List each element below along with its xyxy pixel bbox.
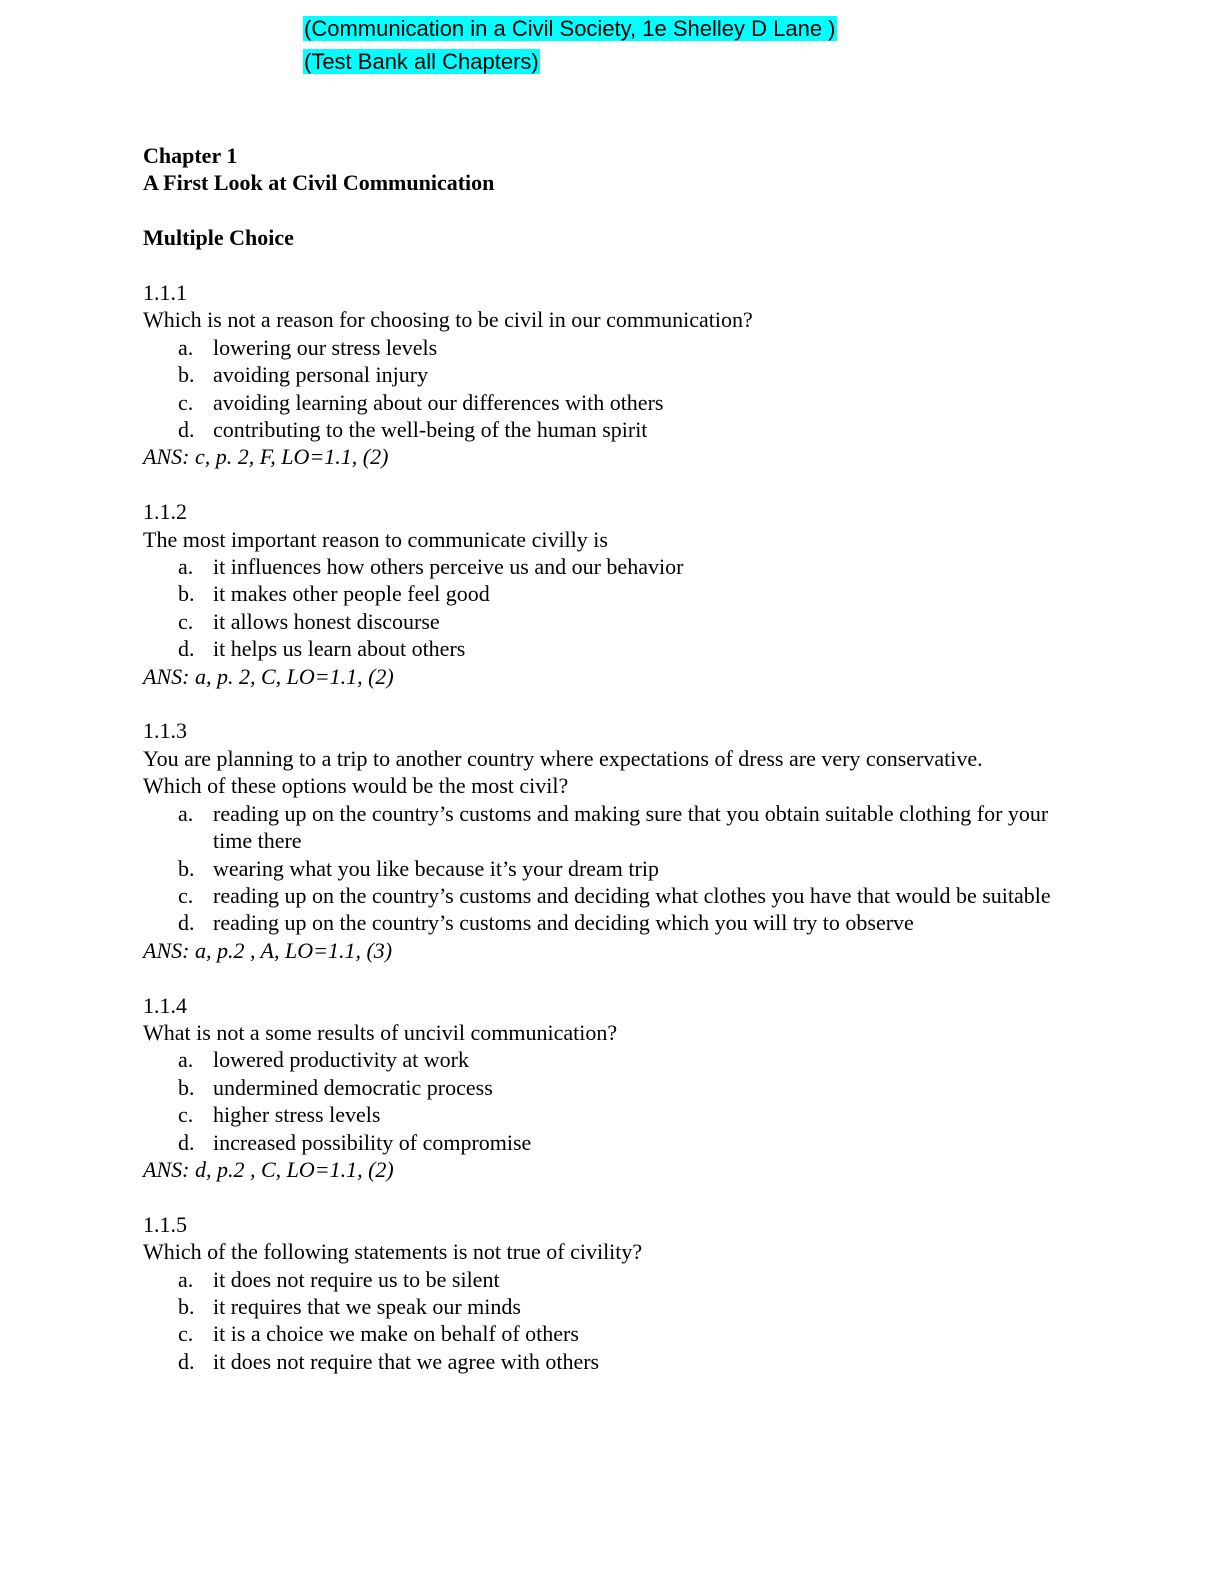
option-b: [143, 1074, 1103, 1101]
option-text: reading up on the country’s customs and making sure that you obtain suitable clothing for your time there: [213, 800, 1049, 854]
option-text: increased possibility of compromise: [213, 1129, 532, 1155]
document-header: [303, 12, 837, 78]
option-letter: c.: [178, 882, 194, 908]
option-text: higher stress levels: [213, 1102, 381, 1128]
question-id: 1.1.2: [143, 499, 187, 525]
option-letter: a.: [178, 1047, 194, 1073]
chapter-number: Chapter 1: [143, 143, 238, 168]
option-letter: d.: [178, 910, 195, 936]
question-text: Which of the following statements is not true of civility?: [143, 1239, 643, 1265]
option-d: [143, 635, 1103, 662]
option-letter: d.: [178, 417, 195, 443]
option-letter: a.: [178, 554, 194, 580]
option-d: [143, 1129, 1103, 1156]
answer-key: ANS: a, p.2 , A, LO=1.1, (3): [143, 937, 393, 963]
answer-options: [143, 334, 1103, 444]
question-text: The most important reason to communicate civilly is: [143, 526, 608, 552]
answer-options: [143, 1266, 1103, 1376]
option-text: contributing to the well-being of the human spirit: [213, 417, 648, 443]
option-text: wearing what you like because it’s your dream trip: [213, 855, 659, 881]
question-text-line-2: Which of these options would be the most civil?: [143, 773, 569, 799]
option-text: it makes other people feel good: [213, 581, 490, 607]
header-subtitle-line: (Test Bank all Chapters): [304, 49, 539, 74]
option-letter: c.: [178, 1102, 194, 1128]
option-letter: a.: [178, 334, 194, 360]
option-text: undermined democratic process: [213, 1074, 493, 1100]
option-a: [143, 1046, 1103, 1073]
option-text: it requires that we speak our minds: [213, 1293, 521, 1319]
option-c: [143, 1101, 1103, 1128]
question-1-1-5: [143, 1211, 1103, 1375]
question-id: 1.1.4: [143, 992, 187, 1018]
option-letter: b.: [178, 581, 195, 607]
option-text: reading up on the country’s customs and deciding what clothes you have that would be suitable: [213, 882, 1051, 908]
question-1-1-4: [143, 992, 1103, 1184]
option-d: [143, 416, 1103, 443]
option-c: [143, 882, 1103, 909]
answer-options: [143, 800, 1103, 937]
option-c: [143, 1320, 1103, 1347]
answer-key: ANS: d, p.2 , C, LO=1.1, (2): [143, 1156, 394, 1182]
question-1-1-1: [143, 279, 1103, 471]
question-id: 1.1.1: [143, 280, 187, 305]
option-letter: b.: [178, 855, 195, 881]
option-text: reading up on the country’s customs and deciding which you will try to observe: [213, 910, 914, 936]
answer-key: ANS: a, p. 2, C, LO=1.1, (2): [143, 663, 394, 689]
option-text: it influences how others perceive us and our behavior: [213, 554, 684, 580]
option-d: [143, 909, 1103, 936]
option-a: [143, 553, 1103, 580]
document-body: [143, 142, 1103, 1375]
header-title-line: (Communication in a Civil Society, 1e Shelley D Lane ): [304, 16, 836, 41]
option-b: [143, 855, 1103, 882]
option-letter: a.: [178, 1266, 194, 1292]
option-letter: d.: [178, 1348, 195, 1374]
answer-key: ANS: c, p. 2, F, LO=1.1, (2): [143, 444, 389, 470]
chapter-title: A First Look at Civil Communication: [143, 170, 495, 196]
option-text: it does not require us to be silent: [213, 1266, 500, 1292]
answer-options: [143, 1046, 1103, 1156]
option-c: [143, 389, 1103, 416]
option-a: [143, 1266, 1103, 1293]
option-text: avoiding learning about our differences with others: [213, 389, 664, 415]
option-text: it does not require that we agree with others: [213, 1348, 600, 1374]
option-letter: c.: [178, 389, 194, 415]
option-letter: c.: [178, 608, 194, 634]
option-text: avoiding personal injury: [213, 362, 429, 388]
option-d: [143, 1348, 1103, 1375]
option-c: [143, 608, 1103, 635]
question-1-1-2: [143, 498, 1103, 690]
option-text: it helps us learn about others: [213, 636, 466, 662]
question-text: What is not a some results of uncivil communication?: [143, 1019, 618, 1045]
option-b: [143, 1293, 1103, 1320]
question-1-1-3: [143, 717, 1103, 964]
option-a: [143, 800, 1103, 855]
question-id: 1.1.5: [143, 1211, 187, 1237]
option-letter: d.: [178, 1129, 195, 1155]
option-letter: c.: [178, 1321, 194, 1347]
section-heading: Multiple Choice: [143, 225, 294, 251]
question-text: Which is not a reason for choosing to be civil in our communication?: [143, 307, 753, 333]
option-letter: a.: [178, 800, 194, 826]
option-b: [143, 361, 1103, 388]
answer-options: [143, 553, 1103, 663]
option-letter: d.: [178, 636, 195, 662]
option-text: it allows honest discourse: [213, 608, 440, 634]
question-text-line-1: You are planning to a trip to another country where expectations of dress are very conservative.: [143, 745, 983, 771]
option-letter: b.: [178, 1074, 195, 1100]
option-b: [143, 580, 1103, 607]
option-text: lowering our stress levels: [213, 334, 438, 360]
option-a: [143, 334, 1103, 361]
option-text: it is a choice we make on behalf of others: [213, 1321, 579, 1347]
option-letter: b.: [178, 1293, 195, 1319]
question-id: 1.1.3: [143, 718, 187, 744]
option-text: lowered productivity at work: [213, 1047, 469, 1073]
option-letter: b.: [178, 362, 195, 388]
